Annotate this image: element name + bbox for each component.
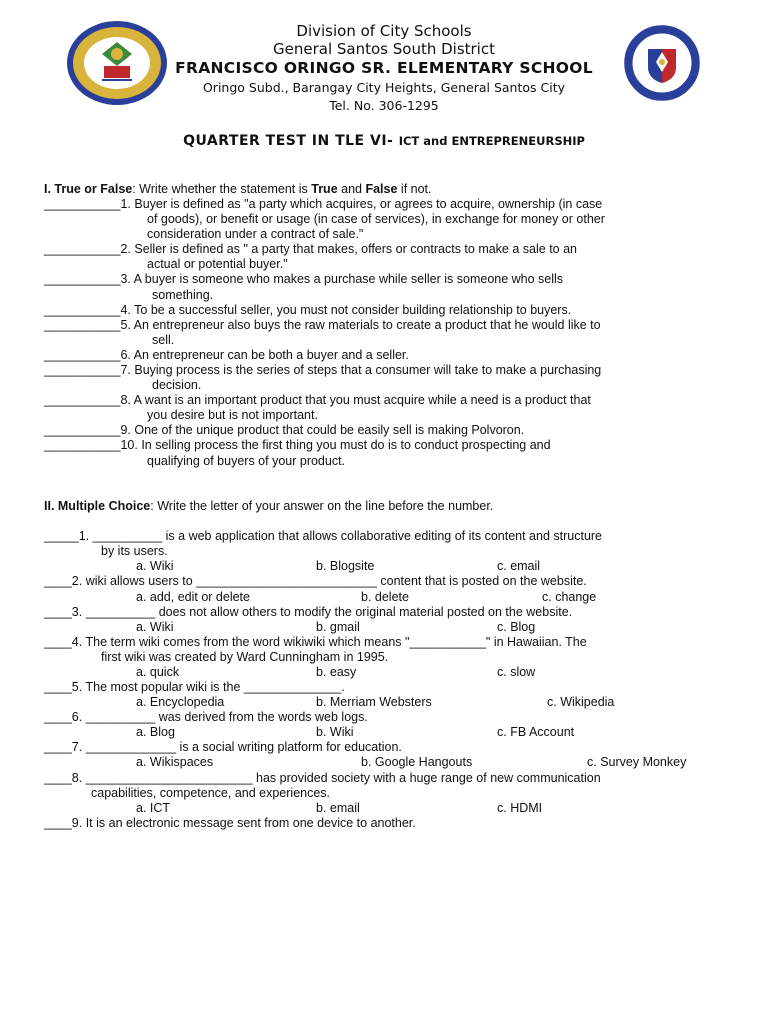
tf-line: something. (152, 288, 214, 302)
tf-line: ___________5. An entrepreneur also buys the raw materials to create a product that he would like to (44, 318, 601, 332)
school-tel: Tel. No. 306-1295 (329, 98, 439, 113)
mc-option-c: c. FB Account (497, 725, 575, 739)
mc-question: ____7. _____________ is a social writing platform for education. (44, 740, 402, 754)
tf-line: ___________6. An entrepreneur can be both a buyer and a seller. (44, 348, 409, 362)
mc-option-a: a. ICT (136, 801, 171, 815)
mc-option-b: b. Blogsite (316, 559, 375, 573)
mc-option-c: c. email (497, 559, 541, 573)
mc-option-b: b. gmail (316, 620, 360, 634)
part1-false-word: False (365, 182, 398, 196)
tf-line: ___________2. Seller is defined as " a party that makes, offers or contracts to make a sale to an (44, 242, 577, 256)
district-line: General Santos South District (273, 40, 495, 58)
tf-line: you desire but is not important. (147, 408, 318, 422)
part1-instr-end: if not. (397, 182, 432, 196)
mc-question-cont: first wiki was created by Ward Cunningham in 1995. (101, 650, 389, 664)
part1-instr-text: : Write whether the statement is (132, 182, 312, 196)
tf-line: qualifying of buyers of your product. (147, 454, 346, 468)
title-sub: ICT and ENTREPRENEURSHIP (398, 134, 585, 148)
tf-line: ___________4. To be a successful seller, you must not consider building relationship to buyers. (44, 303, 572, 317)
tf-line: ___________1. Buyer is defined as "a party which acquires, or agrees to acquire, ownership (in case (44, 197, 603, 211)
mc-option-b: b. email (316, 801, 360, 815)
mc-option-b: b. delete (361, 590, 409, 604)
mc-option-c: c. change (542, 590, 597, 604)
tf-line: decision. (152, 378, 202, 392)
mc-option-c: c. HDMI (497, 801, 543, 815)
mc-option-b: b. Merriam Websters (316, 695, 432, 709)
mc-option-c: c. Wikipedia (547, 695, 615, 709)
mc-option-a: a. add, edit or delete (136, 590, 250, 604)
part2-instructions (44, 499, 493, 514)
tf-line: consideration under a contract of sale." (147, 227, 364, 241)
mc-option-b: b. Google Hangouts (361, 755, 473, 769)
mc-option-c: c. slow (497, 665, 536, 679)
part2-instr-text: : Write the letter of your answer on the line before the number. (150, 499, 494, 513)
division-line: Division of City Schools (296, 22, 472, 40)
school-name: FRANCISCO ORINGO SR. ELEMENTARY SCHOOL (175, 59, 593, 77)
tf-line: sell. (152, 333, 175, 347)
mc-question-cont: capabilities, competence, and experiences. (91, 786, 331, 800)
mc-option-a: a. Wikispaces (136, 755, 214, 769)
mc-option-b: b. easy (316, 665, 357, 679)
mc-question-cont: by its users. (101, 544, 168, 558)
school-address: Oringo Subd., Barangay City Heights, General Santos City (202, 80, 566, 95)
mc-option-a: a. Blog (136, 725, 175, 739)
part2-heading: II. Multiple Choice (44, 499, 151, 513)
mc-option-b: b. Wiki (316, 725, 354, 739)
mc-option-a: a. Encyclopedia (136, 695, 225, 709)
mc-question: _____1. __________ is a web application that allows collaborative editing of its content and structure (44, 529, 603, 543)
tf-line: actual or potential buyer." (147, 257, 288, 271)
mc-option-a: a. quick (136, 665, 180, 679)
part1-true-word: True (311, 182, 338, 196)
title-main: QUARTER TEST IN TLE VI- (183, 133, 394, 149)
mc-question: ____3. __________ does not allow others to modify the original material posted on the website. (44, 605, 573, 619)
part1-instructions (44, 182, 431, 197)
mc-question: ____6. __________ was derived from the words web logs. (44, 710, 368, 724)
mc-question: ____8. ________________________ has provided society with a huge range of new communication (44, 771, 601, 785)
school-header (0, 22, 768, 115)
exam-title (0, 133, 768, 149)
mc-question: ____9. It is an electronic message sent from one device to another. (44, 816, 416, 830)
part1-heading: I. True or False (44, 182, 133, 196)
mc-option-c: c. Blog (497, 620, 536, 634)
part1-and-word: and (337, 182, 366, 196)
mc-option-a: a. Wiki (136, 620, 174, 634)
mc-question: ____2. wiki allows users to __________________________ content that is posted on the website. (44, 574, 587, 588)
mc-question: ____4. The term wiki comes from the word wikiwiki which means "___________" in Hawaiian. The (44, 635, 587, 649)
tf-line: ___________10. In selling process the first thing you must do is to conduct prospecting and (44, 438, 551, 452)
mc-option-a: a. Wiki (136, 559, 174, 573)
mc-option-c: c. Survey Monkey (587, 755, 687, 769)
tf-line: ___________8. A want is an important product that you must acquire while a need is a product that (44, 393, 591, 407)
tf-line: ___________7. Buying process is the series of steps that a consumer will take to make a purchasing (44, 363, 602, 377)
mc-question: ____5. The most popular wiki is the ______________. (44, 680, 345, 694)
tf-line: ___________3. A buyer is someone who makes a purchase while seller is someone who sells (44, 272, 564, 286)
tf-line: of goods), or benefit or usage (in case of services), in exchange for money or other (147, 212, 605, 226)
tf-line: ___________9. One of the unique product that could be easily sell is making Polvoron. (44, 423, 525, 437)
